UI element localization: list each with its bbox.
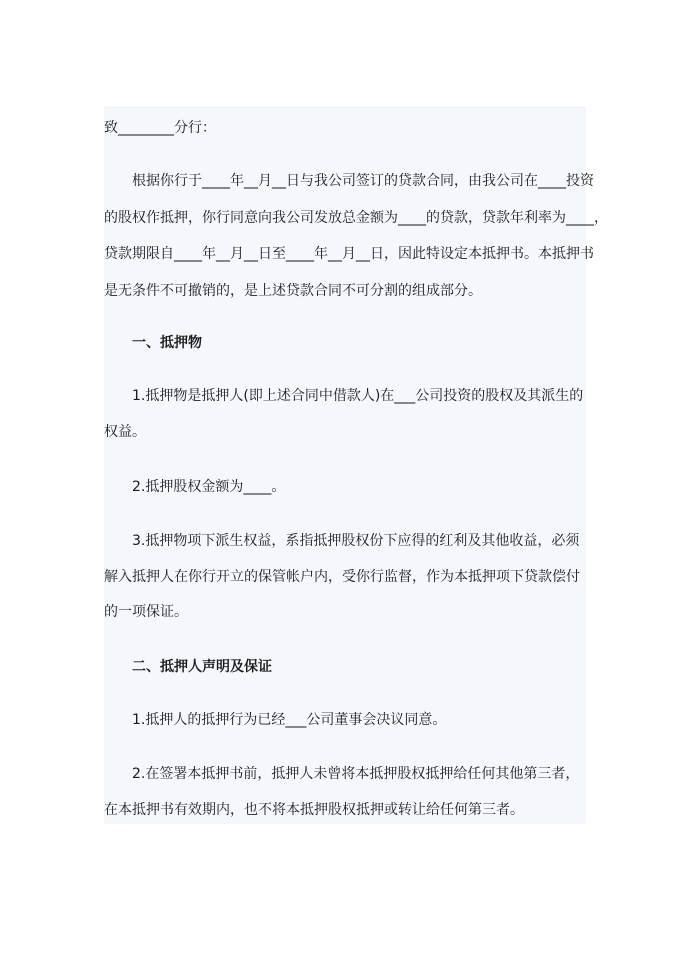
collateral-item-2-line-1: 2.抵押股权金额为____。	[132, 479, 286, 495]
intro-paragraph-line-2: 的股权作抵押，你行同意向我公司发放总金额为____的贷款，贷款年利率为____，	[104, 210, 608, 226]
collateral-item-3-line-1: 3.抵押物项下派生权益，系指抵押股权份下应得的红利及其他收益，必须	[132, 533, 580, 549]
intro-paragraph-line-4: 是无条件不可撤销的，是上述贷款合同不可分割的组成部分。	[104, 283, 482, 299]
collateral-item-1-line-2: 权益。	[104, 424, 146, 440]
collateral-item-3-line-3: 的一项保证。	[104, 604, 188, 620]
section-heading-declarations: 二、抵押人声明及保证	[132, 659, 272, 675]
collateral-item-1-line-1: 1.抵押物是抵押人(即上述合同中借款人)在___公司投资的股权及其派生的	[132, 388, 584, 404]
declaration-item-1-line-1: 1.抵押人的抵押行为已经___公司董事会决议同意。	[132, 712, 447, 728]
salutation-line: 致________分行：	[104, 120, 216, 136]
intro-paragraph-line-3: 贷款期限自____年__月__日至____年__月__日，因此特设定本抵押书。本抵押书	[104, 246, 594, 262]
declaration-item-2-line-1: 2.在签署本抵押书前，抵押人未曾将本抵押股权抵押给任何其他第三者，	[132, 766, 580, 782]
collateral-item-3-line-2: 解入抵押人在你行开立的保管帐户内，受你行监督，作为本抵押项下贷款偿付	[104, 569, 580, 585]
intro-paragraph-line-1: 根据你行于____年__月__日与我公司签订的贷款合同，由我公司在____投资	[132, 173, 594, 189]
section-heading-collateral: 一、抵押物	[132, 335, 202, 351]
declaration-item-2-line-2: 在本抵押书有效期内，也不将本抵押股权抵押或转让给任何第三者。	[104, 802, 524, 818]
